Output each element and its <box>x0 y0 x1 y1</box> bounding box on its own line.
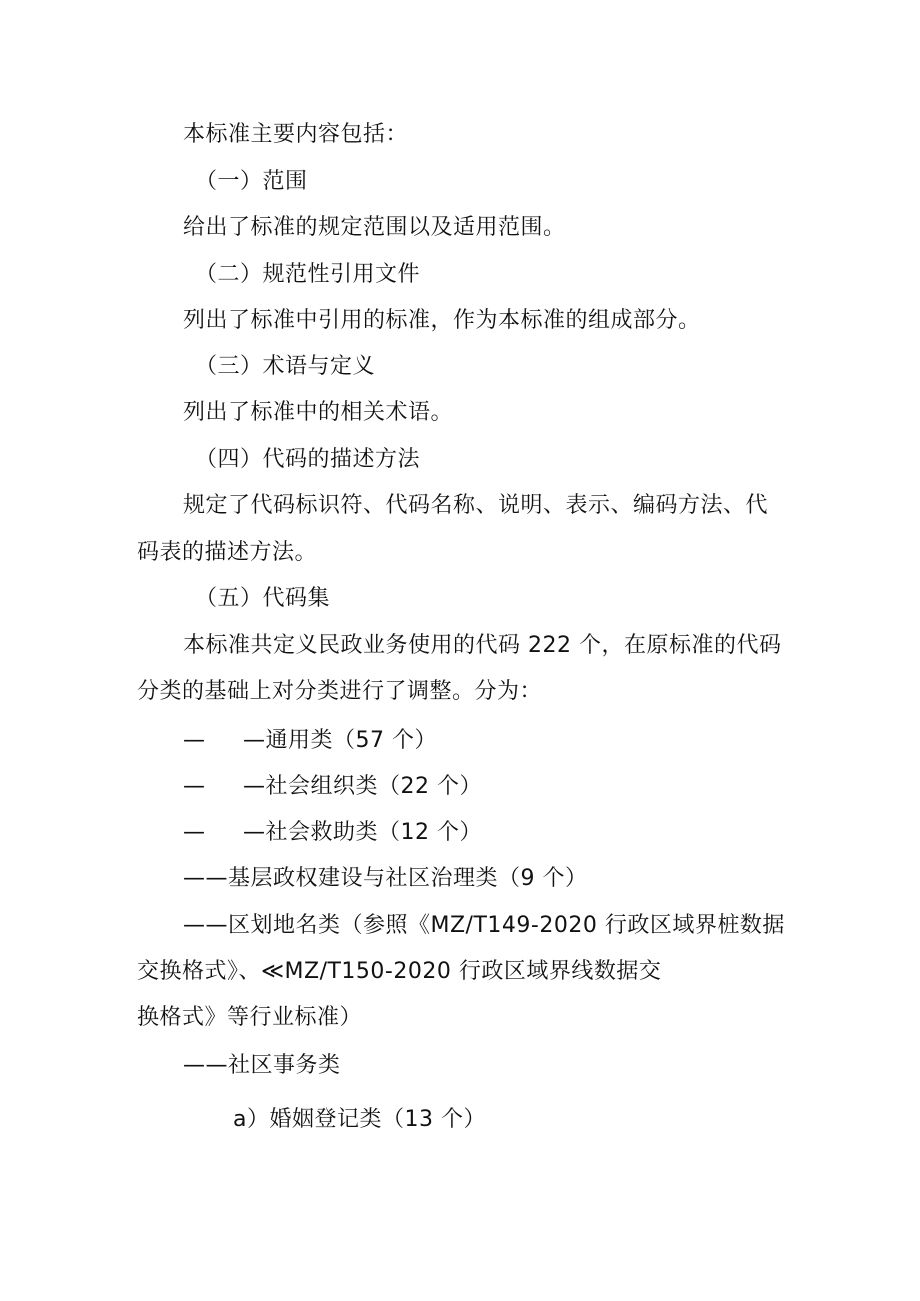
category-grassroots: ——基层政权建设与社区治理类（9 个） <box>183 866 588 891</box>
category-zoning-line-3: 换格式》等行业标准） <box>137 1005 363 1030</box>
category-social-org <box>183 772 482 802</box>
section-refs-heading: （二）规范性引用文件 <box>195 262 421 287</box>
category-general <box>183 726 437 756</box>
section-codeset-heading: （五）代码集 <box>195 586 331 611</box>
category-general-dash: — <box>183 728 206 753</box>
category-zoning-line-2: 交换格式》、≪MZ/T150-2020 行政区域界线数据交 <box>137 959 662 984</box>
section-method-heading: （四）代码的描述方法 <box>195 447 421 472</box>
section-codeset-text-1: 本标准共定义民政业务使用的代码 222 个，在原标准的代码 <box>183 633 782 658</box>
category-social-aid-label: —社会救助类（12 个） <box>243 820 482 845</box>
category-zoning-line-1: ——区划地名类（参照《MZ/T149-2020 行政区域界桩数据 <box>183 913 785 938</box>
section-method-text-2: 码表的描述方法。 <box>137 540 318 565</box>
category-marriage: a）婚姻登记类（13 个） <box>233 1107 486 1132</box>
section-codeset-text-2: 分类的基础上对分类进行了调整。分为： <box>137 679 543 704</box>
category-social-org-label: —社会组织类（22 个） <box>243 774 482 799</box>
section-scope-heading: （一）范围 <box>195 169 308 194</box>
category-social-org-dash: — <box>183 774 206 799</box>
intro-text: 本标准主要内容包括： <box>183 122 409 147</box>
section-refs-text: 列出了标准中引用的标准，作为本标准的组成部分。 <box>183 308 701 333</box>
category-social-aid-dash: — <box>183 820 206 845</box>
section-scope-text: 给出了标准的规定范围以及适用范围。 <box>183 215 566 240</box>
section-method-text-1: 规定了代码标识符、代码名称、说明、表示、编码方法、代 <box>183 493 769 518</box>
section-terms-heading: （三）术语与定义 <box>195 354 376 379</box>
category-general-label: —通用类（57 个） <box>243 728 437 753</box>
category-community: ——社区事务类 <box>183 1053 341 1078</box>
category-social-aid <box>183 818 482 848</box>
section-terms-text: 列出了标准中的相关术语。 <box>183 400 454 425</box>
